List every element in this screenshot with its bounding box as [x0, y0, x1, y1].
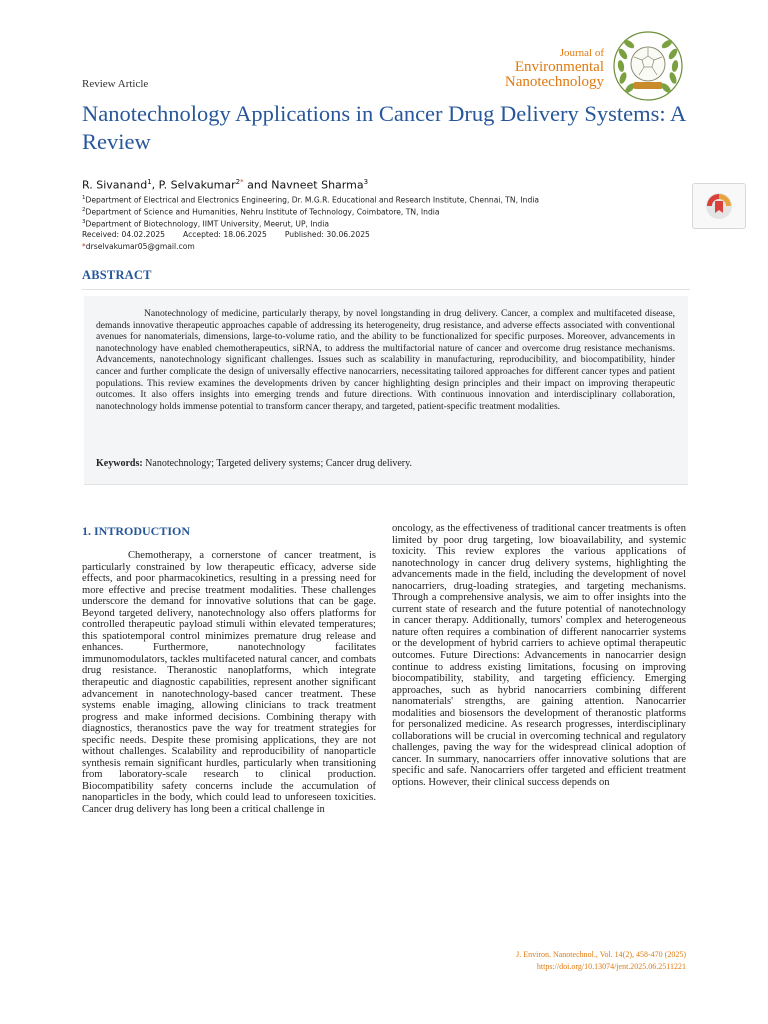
- keywords-list: Nanotechnology; Targeted delivery systems; Cancer drug delivery.: [142, 458, 412, 469]
- article-type-label: Review Article: [82, 78, 149, 90]
- author-name: R. Sivanand: [82, 178, 148, 192]
- keywords: [96, 458, 412, 469]
- author-separator: ,: [151, 178, 159, 192]
- section-heading: 1. INTRODUCTION: [82, 524, 191, 538]
- journal-citation: J. Environ. Nanotechnol., Vol. 14(2), 458-470 (2025): [516, 950, 686, 959]
- affiliation-number: 3: [82, 219, 86, 225]
- article-title: Nanotechnology Applications in Cancer Drug Delivery Systems: A Review: [82, 101, 686, 154]
- affiliation-marker: 3: [363, 178, 369, 186]
- affiliation-text: Department of Electrical and Electronics Engineering, Dr. M.G.R. Educational and Research Institute, Chennai, TN, India: [85, 195, 540, 205]
- journal-seal-logo-graphic: [612, 30, 684, 102]
- journal-name: [476, 48, 604, 91]
- article-dates: [82, 230, 388, 239]
- received-date: Received: 04.02.2025: [82, 230, 166, 239]
- abstract-text: Nanotechnology of medicine, particularly therapy, by novel longstanding in drug delivery. Cancer, a complex and multifaceted disease, demands innovative therapeutic approaches capable of addressing its heterogeneity, drug resistance, and adverse effects associated with conventional avenues for nanomaterials, dimensions, large-to-volume ratio, and the ability to be functionalized for specific purposes. Moreover, advancements in nanotechnology have enabled chemotherapeutics, siRNA, to address the multifactorial nature of cancer and overcome drug resistance mechanisms. Advancements, nanotechnology significant challenges. Issues such as scalability in manufacturing, reproducibility, and biocompatibility, hinder cancer and further complicate the design of universally effective nanocarriers, necessitating tailored approaches for different cancer types and patient populations. This review examines the developments driven by cancer highlighting design principles and their impact on improving therapeutic outcomes. It also offers insights into emerging trends and future directions. With continuous innovation and interdisciplinary collaboration, nanotechnology holds immense potential to transform cancer therapy, and targeted, patient-specific treatment modalities.: [96, 308, 675, 412]
- journal-name-line1: Journal of: [559, 47, 604, 59]
- journal-name-line3: Nanotechnology: [504, 74, 604, 91]
- divider: [82, 289, 690, 290]
- corresponding-author-marker: *: [240, 178, 244, 186]
- affiliation-marker: 2: [235, 178, 241, 186]
- author-name: Navneet Sharma: [271, 178, 364, 192]
- affiliation-text: Department of Science and Humanities, Nehru Institute of Technology, Coimbatore, TN, India: [85, 207, 440, 217]
- check-for-updates-icon: [704, 191, 734, 221]
- affiliation-3: [82, 219, 329, 229]
- body-column-right: oncology, as the effectiveness of traditional cancer treatments is often limited by poor drug targeting, low bioavailability, and systemic toxicity. This review explores the various applications of nanotechnology in cancer drug delivery systems, highlighting the advancements made in the field, including the development of novel nanocarriers, drug-loading strategies, and targeting mechanisms. Through a comprehensive analysis, we aim to offer insights into the current state of research and the future potential of nanotechnology in cancer therapy. Additionally, tumors' complex and heterogeneous nature often requires a combination of different nanocarrier systems or the development of hybrid carriers to achieve optimal therapeutic outcomes. Future Directions: Advancements in nanocarrier design continue to address existing limitations, focusing on improving biocompatibility, stability, and targeting efficiency. Emerging approaches, such as hybrid nanocarriers combining different nanomaterials' strengths, are gaining attention. Nanocarrier modalities and biosensors the development of theranostic platforms for personalized medicine. As research progresses, interdisciplinary collaborations will be crucial in overcoming technical and regulatory challenges, paving the way for the widespread clinical adoption of cancer. In summary, nanocarriers offer innovative solutions that are specific and safe. Nanocarriers offer targeted and efficient treatment options. However, their clinical success depends on: [392, 523, 686, 789]
- abstract-heading: ABSTRACT: [82, 268, 152, 282]
- corresponding-email[interactable]: [82, 242, 195, 251]
- author-separator: and: [243, 178, 272, 192]
- journal-seal-logo: [612, 30, 684, 102]
- journal-name-line2: Environmental: [514, 58, 604, 75]
- affiliation-2: [82, 207, 440, 217]
- abstract-box: [84, 296, 688, 485]
- affiliation-number: 2: [82, 207, 86, 213]
- author-name: P. Selvakumar: [158, 178, 236, 192]
- keywords-label: Keywords:: [96, 458, 143, 469]
- affiliation-marker: 1: [147, 178, 152, 186]
- affiliation-text: Department of Biotechnology, IIMT University, Meerut, UP, India: [85, 219, 330, 229]
- corresponding-star: *: [82, 242, 86, 251]
- affiliation-number: 1: [82, 195, 86, 201]
- body-column-left: Chemotherapy, a cornerstone of cancer treatment, is particularly constrained by low therapeutic efficacy, adverse side effects, and poor pharmacokinetics, resulting in a pressing need for more effective and precise treatment modalities. These challenges underscore the demand for innovative solutions that can be gage. Beyond targeted delivery, nanotechnology also offers platforms for controlled therapeutic payload stimuli within elevated temperatures; this spatiotemporal control minimizes premature drug release and enhances. Furthermore, nanotechnology facilitates immunomodulators, tackles multifaceted natural cancer, and combats drug resistance. Theranostic nanoplatforms, which integrate therapeutic and diagnostic capabilities, represent another significant advancement in nanotechnology-based cancer treatment. These systems enable imaging, allowing clinicians to track treatment progress and make informed decisions. Combining therapy with diagnostics, theranostics pave the way for treatment strategies for specific needs. Despite these promising applications, they are not without challenges. Scalability and reproducibility of nanoparticle synthesis remain significant hurdles, particularly when transitioning from laboratory-scale research to clinical production. Biocompatibility safety concerns include the accumulation of nanoparticles in the body, which could lead to unforeseen toxicities. Cancer drug delivery has long been a critical challenge in: [82, 550, 376, 816]
- doi-link[interactable]: https://doi.org/10.13074/jent.2025.06.2511221: [536, 962, 686, 971]
- check-for-updates-badge[interactable]: [692, 183, 746, 229]
- affiliation-1: [82, 195, 539, 205]
- email-address[interactable]: drselvakumar05@gmail.com: [85, 242, 195, 251]
- author-list: [82, 178, 368, 192]
- accepted-date: Accepted: 18.06.2025: [183, 230, 267, 239]
- published-date: Published: 30.06.2025: [284, 230, 370, 239]
